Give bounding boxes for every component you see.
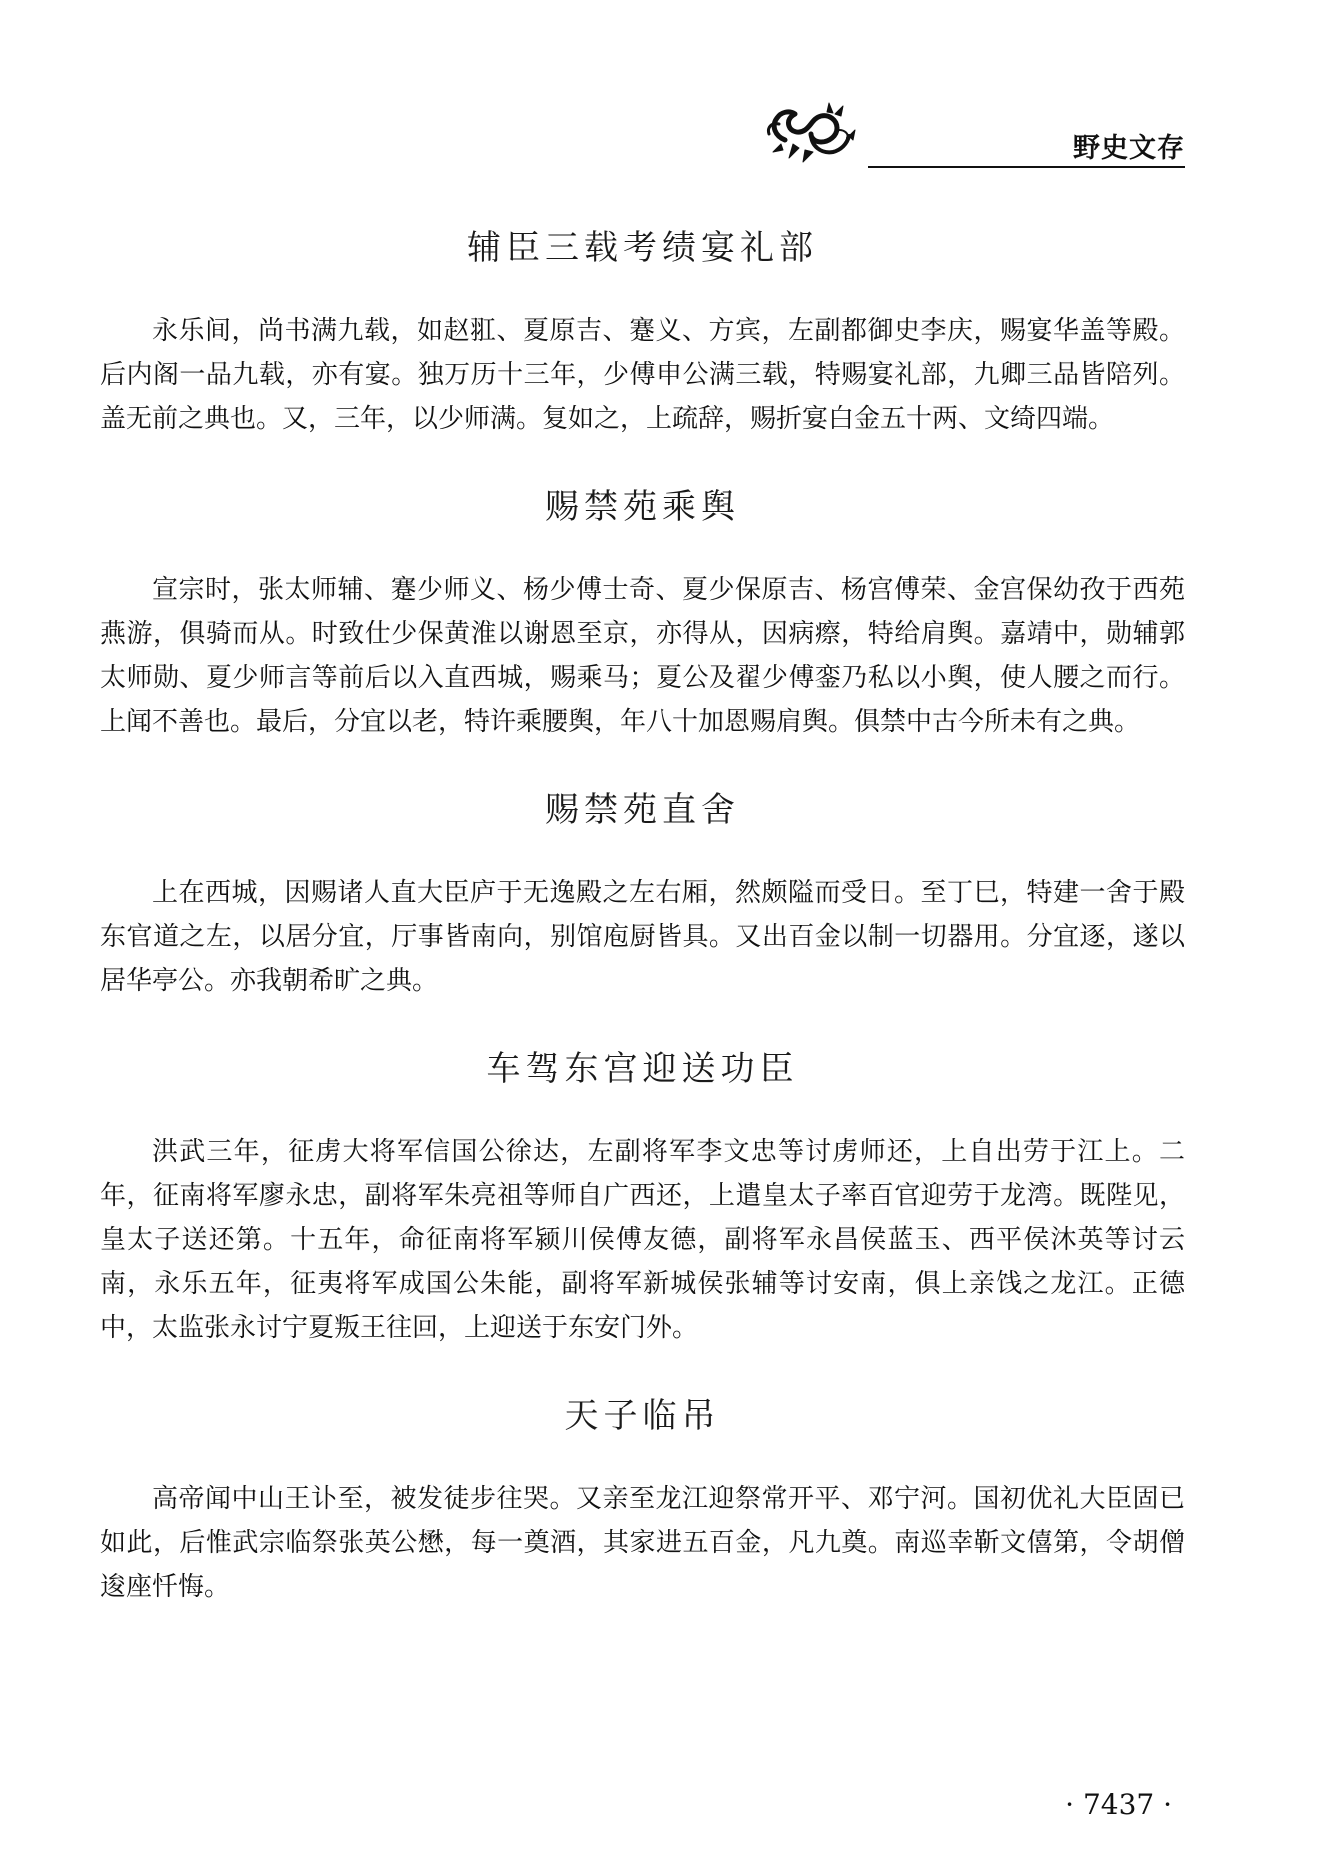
running-header bbox=[100, 100, 1185, 170]
section-title: 车驾东宫迎送功臣 bbox=[486, 1049, 799, 1089]
section-body: 宣宗时，张太师辅、蹇少师义、杨少傅士奇、夏少保原吉、杨宫傅荣、金宫保幼孜于西苑燕游，俱骑而从。时致仕少保黄淮以谢恩至京，亦得从，因病瘵，特给肩舆。嘉靖中，勋辅郭太师勋、夏少师言等前后以入直西城，赐乘马；夏公及翟少傅銮乃私以小舆，使人腰之而行。上闻不善也。最后，分宜以老，特许乘腰舆，年八十加恩赐肩舆。俱禁中古今所未有之典。 bbox=[100, 575, 1185, 737]
dragon-emblem-icon bbox=[765, 100, 857, 166]
article-content bbox=[100, 220, 1185, 1609]
section-body: 高帝闻中山王讣至，被发徒步往哭。又亲至龙江迎祭常开平、邓宁河。国初优礼大臣固已如此，后惟武宗临祭张英公懋，每一奠酒，其家进五百金，凡九奠。南巡幸靳文僖第，令胡僧逡座忏悔。 bbox=[100, 1484, 1185, 1602]
section-title: 天子临吊 bbox=[564, 1396, 721, 1436]
page-number: · 7437 · bbox=[1065, 1788, 1172, 1821]
series-title: 野史文存 bbox=[1073, 133, 1185, 164]
header-rule bbox=[868, 166, 1185, 168]
section-title: 赐禁苑直舍 bbox=[545, 790, 740, 830]
section-body: 永乐间，尚书满九载，如赵羾、夏原吉、蹇义、方宾，左副都御史李庆，赐宴华盖等殿。后内阁一品九载，亦有宴。独万历十三年，少傅申公满三载，特赐宴礼部，九卿三品皆陪列。盖无前之典也。又，三年，以少师满。复如之，上疏辞，赐折宴白金五十两、文绮四端。 bbox=[100, 316, 1185, 434]
section-body: 洪武三年，征虏大将军信国公徐达，左副将军李文忠等讨虏师还，上自出劳于江上。二年，征南将军廖永忠，副将军朱亮祖等师自广西还，上遣皇太子率百官迎劳于龙湾。既陛见，皇太子送还第。十五年，命征南将军颍川侯傅友德，副将军永昌侯蓝玉、西平侯沐英等讨云南，永乐五年，征夷将军成国公朱能，副将军新城侯张辅等讨安南，俱上亲饯之龙江。正德中，太监张永讨宁夏叛王往回，上迎送于东安门外。 bbox=[100, 1137, 1185, 1343]
section-title: 赐禁苑乘舆 bbox=[545, 487, 740, 527]
section-title: 辅臣三载考绩宴礼部 bbox=[467, 228, 818, 268]
section-body: 上在西城，因赐诸人直大臣庐于无逸殿之左右厢，然颇隘而受日。至丁巳，特建一舍于殿东官道之左，以居分宜，厅事皆南向，别馆庖厨皆具。又出百金以制一切器用。分宜逐，遂以居华亭公。亦我朝希旷之典。 bbox=[100, 878, 1185, 996]
